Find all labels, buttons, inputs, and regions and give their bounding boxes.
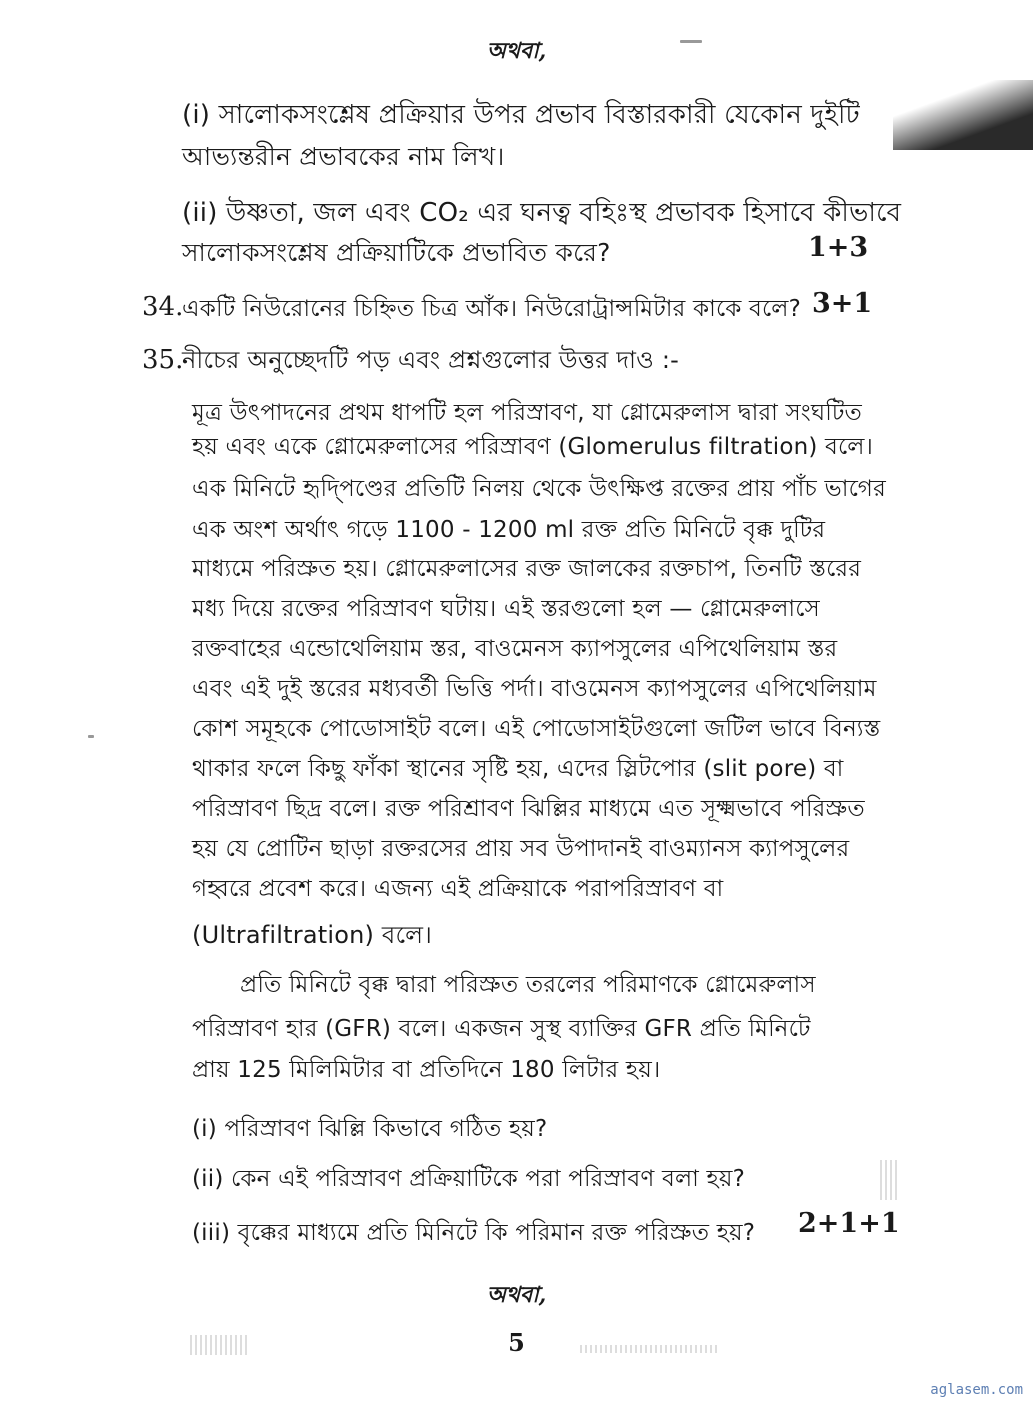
passage-line: গহ্বরে প্রবেশ করে। এজন্য এই প্রক্রিয়াকে পরাপরিস্রাবণ বা [192,876,724,902]
passage-line: হয় যে প্রোটিন ছাড়া রক্তরসের প্রায় সব উপাদানই বাওম্যানস ক্যাপসুলের [192,836,850,862]
q33-part-ii-line2: সালোকসংশ্লেষ প্রক্রিয়াটিকে প্রভাবিত করে? [182,238,611,267]
q34-text: একটি নিউরোনের চিহ্নিত চিত্র আঁক। নিউরোট্রান্সমিটার কাকে বলে? [182,296,802,322]
passage-line: প্রায় 125 মিলিমিটার বা প্রতিদিনে 180 লিটার হয়। [192,1057,661,1083]
watermark: aglasem.com [930,1382,1023,1398]
passage-line: এবং এই দুই স্তরের মধ্যবর্তী ভিত্তি পর্দা। বাওমেনস ক্যাপসুলের এপিথেলিয়াম [192,676,877,702]
q35-marks: 2+1+1 [798,1208,900,1239]
passage-line: পরিস্রাবণ ছিদ্র বলে। রক্ত পরিশ্রাবণ ঝিল্লির মাধ্যমে এত সূক্ষ্মভাবে পরিস্রুত [192,796,865,822]
scan-noise [880,1160,900,1200]
q33-marks: 1+3 [808,232,869,263]
passage-line: (Ultrafiltration) বলে। [192,921,432,949]
q34-number: 34. [142,292,184,322]
passage-line: প্রতি মিনিটে বৃক্ক দ্বারা পরিস্রুত তরলের পরিমাণকে গ্লোমেরুলাস [240,972,816,998]
q35-number: 35. [142,345,184,375]
q33-part-i-line2: আভ্যন্তরীন প্রভাবকের নাম লিখ। [182,142,505,171]
or-heading-top: অথবা, [486,38,547,64]
passage-line: হয় এবং একে গ্লোমেরুলাসের পরিস্রাবণ (Glomerulus filtration) বলে। [192,434,874,460]
passage-line: রক্তবাহের এন্ডোথেলিয়াম স্তর, বাওমেনস ক্যাপসুলের এপিথেলিয়াম স্তর [192,636,838,662]
scan-speck [88,735,94,738]
page-number: 5 [508,1328,525,1357]
q35-intro: নীচের অনুচ্ছেদটি পড় এবং প্রশ্নগুলোর উত্তর দাও :- [182,346,680,374]
passage-line: মাধ্যমে পরিস্রুত হয়। গ্লোমেরুলাসের রক্ত জালকের রক্তচাপ, তিনটি স্তরের [192,556,862,582]
passage-line: পরিস্রাবণ হার (GFR) বলে। একজন সুস্থ ব্যাক্তির GFR প্রতি মিনিটে [192,1016,811,1042]
scan-shadow [893,80,1033,150]
q33-part-ii-line1: (ii) উষ্ণতা, জল এবং CO₂ এর ঘনত্ব বহিঃস্থ প্রভাবক হিসাবে কীভাবে [182,198,902,228]
passage-line: এক মিনিটে হৃদ্পিণ্ডের প্রতিটি নিলয় থেকে উৎক্ষিপ্ত রক্তের প্রায় পাঁচ ভাগের [192,476,886,502]
passage-line: মূত্র উৎপাদনের প্রথম ধাপটি হল পরিস্রাবণ, যা গ্লোমেরুলাস দ্বারা সংঘটিত [192,400,863,426]
passage-line: মধ্য দিয়ে রক্তের পরিস্রাবণ ঘটায়। এই স্তরগুলো হল — গ্লোমেরুলাসে [192,596,820,622]
passage-line: কোশ সমূহকে পোডোসাইট বলে। এই পোডোসাইটগুলো জটিল ভাবে বিন্যস্ত [192,716,881,742]
q35-question-i: (i) পরিস্রাবণ ঝিল্লি কিভাবে গঠিত হয়? [192,1116,548,1142]
passage-line: থাকার ফলে কিছু ফাঁকা স্থানের সৃষ্টি হয়, এদের স্লিটপোর (slit pore) বা [192,756,844,782]
q34-marks: 3+1 [812,288,873,319]
q33-part-i-line1: (i) সালোকসংশ্লেষ প্রক্রিয়ার উপর প্রভাব বিস্তারকারী যেকোন দুইটি [182,100,860,130]
q35-question-ii: (ii) কেন এই পরিস্রাবণ প্রক্রিয়াটিকে পরা পরিস্রাবণ বলা হয়? [192,1166,745,1192]
passage-line: এক অংশ অর্থাৎ গড়ে 1100 - 1200 ml রক্ত প্রতি মিনিটে বৃক্ক দুটির [192,517,826,543]
or-heading-bottom: অথবা, [486,1282,547,1308]
q35-question-iii: (iii) বৃক্কের মাধ্যমে প্রতি মিনিটে কি পরিমান রক্ত পরিস্রুত হয়? [192,1220,756,1246]
